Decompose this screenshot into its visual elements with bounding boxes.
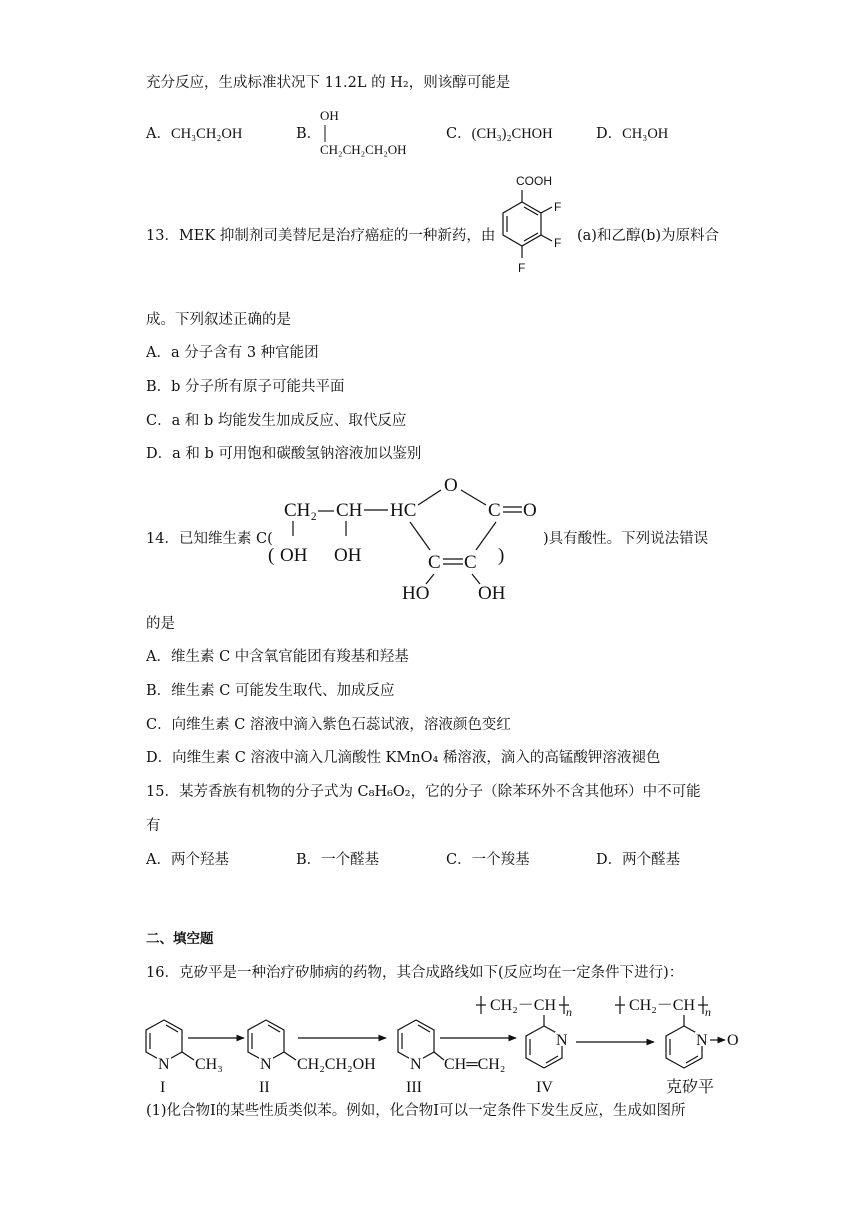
svg-text:C: C <box>428 552 441 573</box>
svg-text:F: F <box>554 236 562 250</box>
svg-text:OH: OH <box>334 545 362 566</box>
svg-text:III: III <box>406 1079 422 1096</box>
svg-text:CH₂: CH₂ <box>284 500 318 521</box>
q14-stem-part2: )具有酸性。下列说法错误 <box>543 531 709 547</box>
q15-option-b: B．一个醛基 <box>296 852 380 868</box>
q16-stem: 16．克矽平是一种治疗矽肺病的药物，其合成路线如下(反应均在一定条件下进行)： <box>146 965 684 981</box>
svg-text:OH: OH <box>320 108 339 123</box>
q13-stem-part1: 13．MEK 抑制剂司美替尼是治疗癌症的一种新药，由 <box>146 228 496 244</box>
svg-text:II: II <box>259 1079 270 1096</box>
q14-option-c: C．向维生素 C 溶液中滴入紫色石蕊试液，溶液颜色变红 <box>146 717 511 733</box>
q13-option-a: A．a 分子含有 3 种官能团 <box>146 345 319 361</box>
q16-synthesis-scheme <box>140 990 760 1102</box>
q13-option-d: D．a 和 b 可用饱和碳酸氢钠溶液加以鉴别 <box>146 446 422 462</box>
q12-option-b-structure <box>318 104 438 160</box>
svg-text:(: ( <box>268 545 275 566</box>
svg-text:F: F <box>554 200 562 214</box>
compound-kexiping <box>615 996 739 1096</box>
q14-stem-part3: 的是 <box>146 616 175 632</box>
svg-text:N: N <box>696 1032 708 1049</box>
svg-text:N: N <box>260 1056 272 1073</box>
q12-option-b: B． <box>296 126 322 142</box>
svg-text:CH═CH₂: CH═CH₂ <box>444 1056 506 1073</box>
q16-subquestion-1: (1)化合物Ⅰ的某些性质类似苯。例如，化合物Ⅰ可以一定条件下发生反应，生成如图所 <box>146 1103 686 1119</box>
svg-text:CH₂CH₂CH₂OH: CH₂CH₂CH₂OH <box>320 142 407 157</box>
compound-iii <box>398 1020 505 1096</box>
svg-text:F: F <box>518 261 526 275</box>
svg-text:COOH: COOH <box>516 174 552 188</box>
svg-text:N: N <box>158 1056 170 1073</box>
q13-stem-part3: 成。下列叙述正确的是 <box>146 312 291 328</box>
q13-option-c: C．a 和 b 均能发生加成反应、取代反应 <box>146 413 407 429</box>
svg-text:CH₂CH₂OH: CH₂CH₂OH <box>297 1056 376 1073</box>
q12-option-c: C．(CH₃)₂CHOH <box>446 126 553 142</box>
svg-text:N: N <box>410 1056 422 1073</box>
svg-text:C: C <box>464 552 477 573</box>
q13-stem-part2: (a)和乙醇(b)为原料合 <box>577 228 720 244</box>
q14-option-a: A．维生素 C 中含氧官能团有羧基和羟基 <box>146 649 409 665</box>
svg-text:CH: CH <box>336 500 363 521</box>
section-heading: 二、填空题 <box>146 931 214 947</box>
q12-option-d: D．CH₃OH <box>596 126 669 142</box>
svg-text:OH: OH <box>280 545 308 566</box>
compound-ii <box>248 1020 376 1096</box>
svg-text:O: O <box>444 475 458 496</box>
svg-text:CH₂－CH: CH₂－CH <box>629 997 696 1014</box>
svg-text:HO: HO <box>402 583 430 604</box>
svg-text:): ) <box>498 545 505 566</box>
q14-option-b: B．维生素 C 可能发生取代、加成反应 <box>146 683 395 699</box>
q15-option-c: C．一个羧基 <box>446 852 530 868</box>
svg-text:N: N <box>556 1032 568 1049</box>
svg-text:OH: OH <box>478 583 506 604</box>
svg-text:CH₂－CH: CH₂－CH <box>490 997 557 1014</box>
q13-option-b: B．b 分子所有原子可能共平面 <box>146 379 345 395</box>
q15-stem-line2: 有 <box>146 818 161 834</box>
svg-text:I: I <box>160 1079 166 1096</box>
q15-option-d: D．两个醛基 <box>596 852 681 868</box>
svg-text:O: O <box>727 1032 739 1049</box>
svg-text:n: n <box>705 1005 711 1019</box>
compound-i <box>146 1020 223 1096</box>
q13-structure-a <box>490 170 578 296</box>
svg-text:IV: IV <box>536 1079 553 1096</box>
compound-iv <box>476 996 572 1096</box>
svg-text:CH₃: CH₃ <box>195 1056 223 1073</box>
svg-text:HC: HC <box>390 500 417 521</box>
q15-option-a: A．两个羟基 <box>146 852 229 868</box>
q14-structure-vitamin-c <box>260 470 550 606</box>
q12-stem-tail: 充分反应，生成标准状况下 11.2L 的 H₂，则该醇可能是 <box>146 75 511 91</box>
q12-option-a: A．CH₃CH₂OH <box>146 126 243 142</box>
svg-text:C: C <box>488 500 501 521</box>
svg-text:n: n <box>566 1005 572 1019</box>
svg-text:O: O <box>523 500 537 521</box>
q14-option-d: D．向维生素 C 溶液中滴入几滴酸性 KMnO₄ 稀溶液，滴入的高锰酸钾溶液褪色 <box>146 750 661 766</box>
q15-stem-line1: 15．某芳香族有机物的分子式为 C₈H₆O₂，它的分子（除苯环外不含其他环）中不可能 <box>146 784 701 800</box>
svg-text:克矽平: 克矽平 <box>666 1077 715 1096</box>
q14-stem-part1: 14．已知维生素 C( <box>146 531 273 547</box>
